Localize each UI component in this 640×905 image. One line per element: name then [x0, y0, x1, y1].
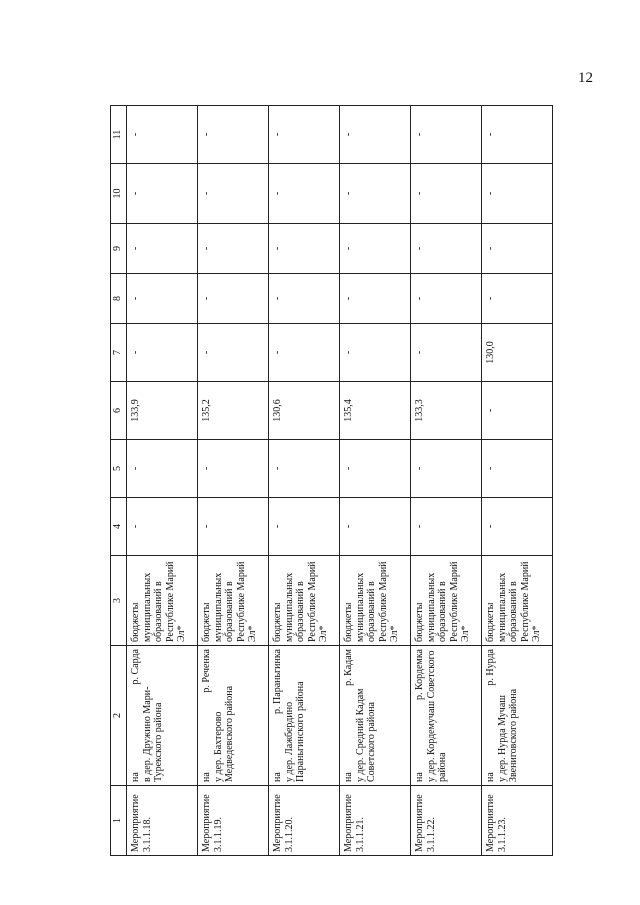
location-cell	[127, 646, 198, 786]
value-cell: -	[340, 274, 411, 324]
value-cell: -	[198, 274, 269, 324]
value-cell: -	[269, 274, 340, 324]
value-cell: -	[411, 324, 482, 382]
value-cell: -	[269, 224, 340, 274]
value-cell: -	[482, 224, 553, 274]
value-cell: -	[127, 440, 198, 498]
location-prefix: на	[343, 772, 354, 782]
value-cell: -	[340, 224, 411, 274]
value-cell: -	[482, 440, 553, 498]
value-cell: -	[411, 164, 482, 224]
source-cell: бюджеты муниципальных образований в Республике Марий Эл*	[411, 556, 482, 646]
river-name: р. Кордемка	[414, 649, 425, 701]
location-prefix: на	[201, 772, 212, 782]
column-header: 11	[111, 106, 127, 164]
value-cell: -	[411, 224, 482, 274]
value-cell: 133,3	[411, 382, 482, 440]
column-header: 6	[111, 382, 127, 440]
value-cell: -	[269, 324, 340, 382]
event-cell: Мероприятие 3.1.1.23.	[482, 786, 553, 856]
value-cell: -	[269, 164, 340, 224]
location-cell	[198, 646, 269, 786]
location-cell	[340, 646, 411, 786]
value-cell: -	[198, 164, 269, 224]
value-cell: -	[127, 498, 198, 556]
location-detail: у дер. Бахтерово Медведевского района	[212, 685, 235, 782]
table-row	[198, 106, 269, 856]
value-cell: -	[411, 440, 482, 498]
value-cell: -	[127, 164, 198, 224]
value-cell: -	[127, 106, 198, 164]
header-row	[111, 106, 127, 856]
column-header: 5	[111, 440, 127, 498]
table-row	[411, 106, 482, 856]
location-cell	[482, 646, 553, 786]
value-cell: -	[482, 164, 553, 224]
event-cell: Мероприятие 3.1.1.19.	[198, 786, 269, 856]
location-detail: у дер. Кордемучаш Советского района	[425, 650, 448, 782]
column-header: 1	[111, 786, 127, 856]
value-cell: -	[198, 498, 269, 556]
column-header: 10	[111, 164, 127, 224]
rotated-table-container	[110, 106, 610, 856]
value-cell: -	[411, 498, 482, 556]
location-detail: в дер. Дружино Мари-Турекского района	[141, 686, 164, 782]
value-cell: -	[127, 324, 198, 382]
event-cell: Мероприятие 3.1.1.22.	[411, 786, 482, 856]
location-prefix: на	[414, 772, 425, 782]
river-name: р. Реченка	[201, 649, 212, 693]
event-cell: Мероприятие 3.1.1.21.	[340, 786, 411, 856]
source-cell: бюджеты муниципальных образований в Республике Марий Эл*	[127, 556, 198, 646]
location-prefix: на	[130, 772, 141, 782]
page-number: 12	[578, 70, 593, 86]
event-cell: Мероприятие 3.1.1.18.	[127, 786, 198, 856]
location-detail: у дер. Нурда Мучаш Звениговского района	[496, 688, 519, 782]
source-cell: бюджеты муниципальных образований в Республике Марий Эл*	[269, 556, 340, 646]
value-cell: -	[269, 498, 340, 556]
value-cell: 135,4	[340, 382, 411, 440]
value-cell: -	[198, 324, 269, 382]
value-cell: -	[127, 224, 198, 274]
value-cell: -	[127, 274, 198, 324]
value-cell: -	[340, 164, 411, 224]
value-cell: -	[482, 106, 553, 164]
table-row	[127, 106, 198, 856]
value-cell: 130,0	[482, 324, 553, 382]
value-cell: -	[411, 106, 482, 164]
table-row	[482, 106, 553, 856]
value-cell: -	[198, 440, 269, 498]
column-header: 4	[111, 498, 127, 556]
river-name: р. Сарда	[130, 649, 141, 685]
column-header: 8	[111, 274, 127, 324]
value-cell: -	[340, 324, 411, 382]
table-row	[269, 106, 340, 856]
value-cell: -	[411, 274, 482, 324]
value-cell: 133,9	[127, 382, 198, 440]
value-cell: 135,2	[198, 382, 269, 440]
value-cell: -	[340, 498, 411, 556]
value-cell: -	[269, 440, 340, 498]
source-cell: бюджеты муниципальных образований в Республике Марий Эл*	[482, 556, 553, 646]
column-header: 3	[111, 556, 127, 646]
column-header: 7	[111, 324, 127, 382]
event-cell: Мероприятие 3.1.1.20.	[269, 786, 340, 856]
value-cell: -	[269, 106, 340, 164]
source-cell: бюджеты муниципальных образований в Республике Марий Эл*	[340, 556, 411, 646]
river-name: р. Параньгинка	[272, 649, 283, 714]
source-cell: бюджеты муниципальных образований в Республике Марий Эл*	[198, 556, 269, 646]
value-cell: 130,6	[269, 382, 340, 440]
location-prefix: на	[485, 772, 496, 782]
location-detail: у дер. Средний Кадам Советского района	[354, 688, 377, 782]
location-prefix: на	[272, 772, 283, 782]
location-cell	[411, 646, 482, 786]
column-header: 2	[111, 646, 127, 786]
river-name: р. Кадам	[343, 649, 354, 686]
location-cell	[269, 646, 340, 786]
value-cell: -	[482, 382, 553, 440]
value-cell: -	[482, 274, 553, 324]
value-cell: -	[340, 440, 411, 498]
table-row	[340, 106, 411, 856]
value-cell: -	[198, 106, 269, 164]
value-cell: -	[340, 106, 411, 164]
value-cell: -	[198, 224, 269, 274]
column-header: 9	[111, 224, 127, 274]
location-detail: у дер. Лажбердино Параньгинского района	[283, 681, 306, 782]
value-cell: -	[482, 498, 553, 556]
river-name: р. Нурда	[485, 649, 496, 686]
measures-table	[110, 105, 553, 856]
